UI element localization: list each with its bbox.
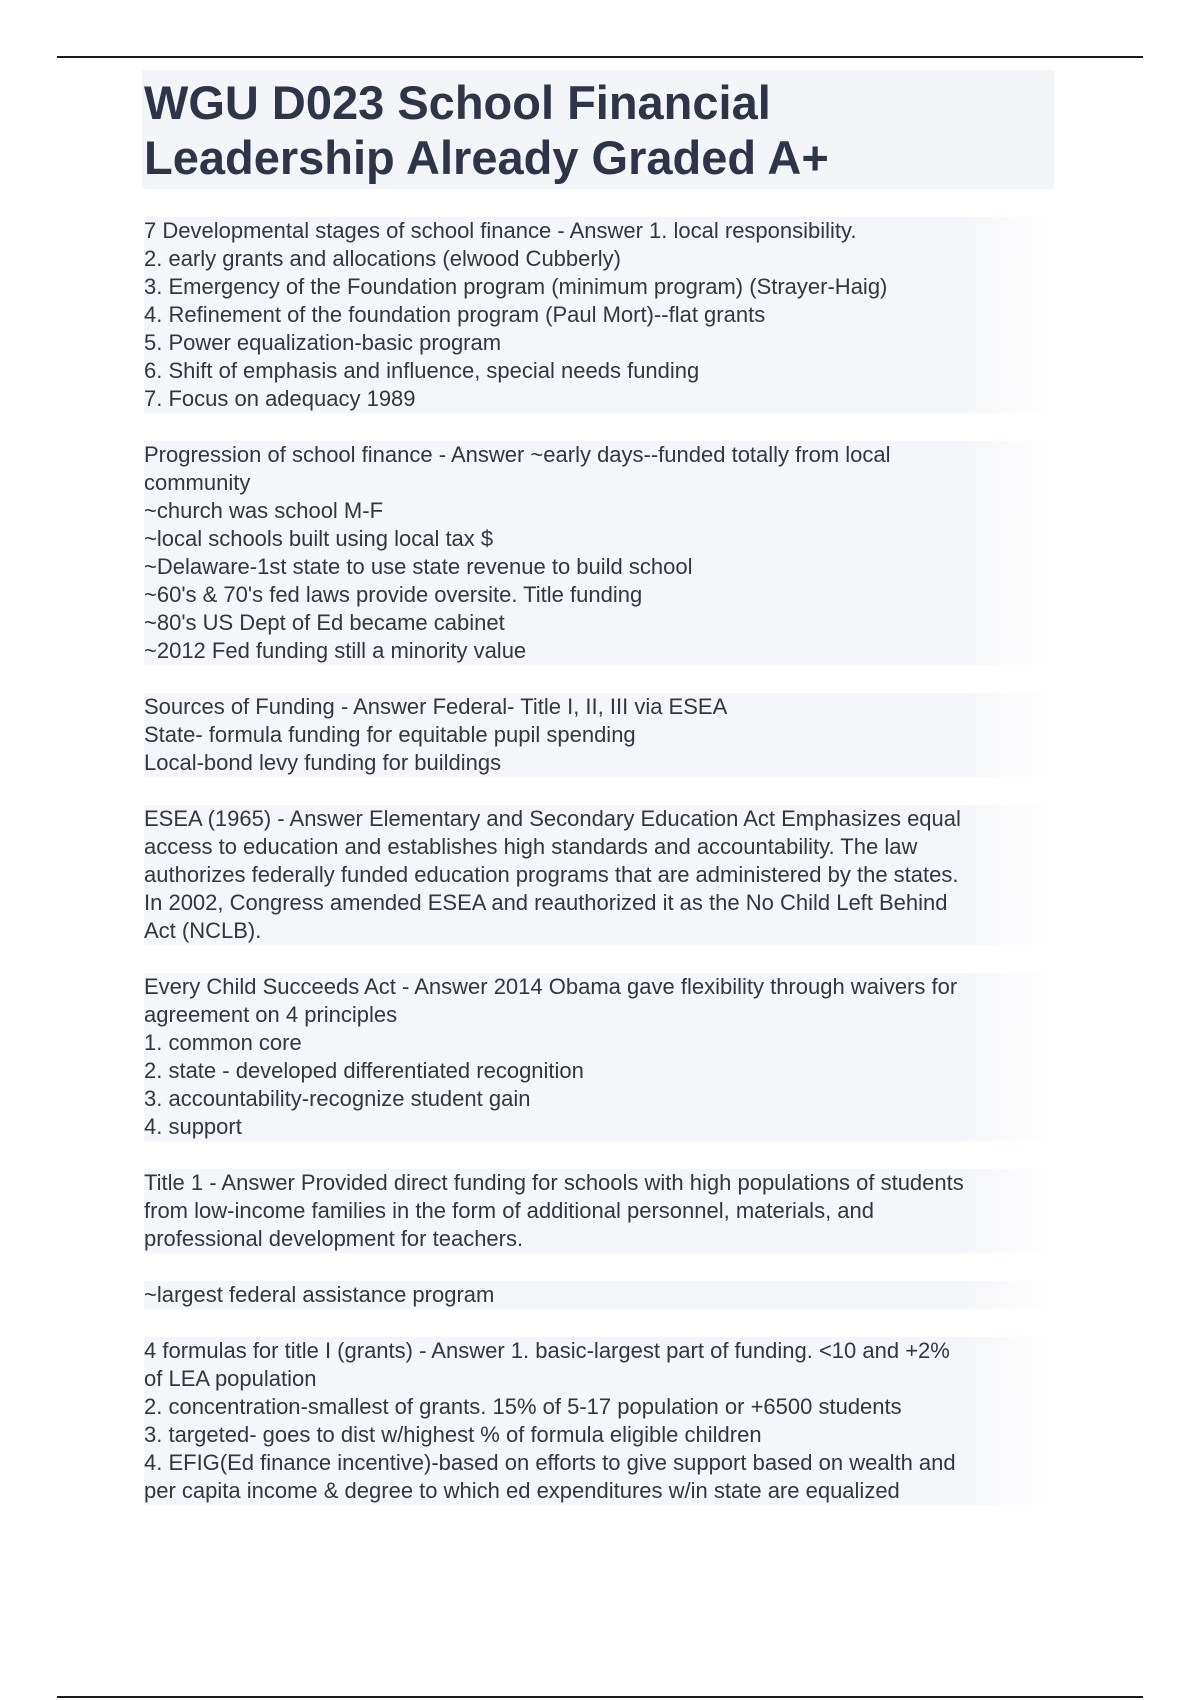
document-title — [142, 70, 1054, 189]
entry-line: 1. common core — [144, 1029, 1054, 1057]
title-line: WGU D023 School Financial — [144, 76, 771, 129]
title-line: Leadership Already Graded A+ — [144, 131, 829, 184]
entry-line: 7. Focus on adequacy 1989 — [144, 385, 1054, 413]
entry-line: ~60's & 70's fed laws provide oversite. Title funding — [144, 581, 1054, 609]
top-rule — [57, 56, 1143, 58]
entry-line: 4. EFIG(Ed finance incentive)-based on efforts to give support based on wealth and — [144, 1449, 1054, 1477]
entry-line: 4. Refinement of the foundation program (Paul Mort)--flat grants — [144, 301, 1054, 329]
entry-line: agreement on 4 principles — [144, 1001, 1054, 1029]
entry-line: authorizes federally funded education programs that are administered by the states. — [144, 861, 1054, 889]
qa-entry — [144, 805, 1054, 945]
entry-line: 2. early grants and allocations (elwood Cubberly) — [144, 245, 1054, 273]
entry-line: Progression of school finance - Answer ~early days--funded totally from local — [144, 441, 1054, 469]
entry-line: 4. support — [144, 1113, 1054, 1141]
entry-line: 3. accountability-recognize student gain — [144, 1085, 1054, 1113]
entry-line: ESEA (1965) - Answer Elementary and Secondary Education Act Emphasizes equal — [144, 805, 1054, 833]
qa-entries — [144, 217, 1054, 1505]
document-body — [144, 70, 1054, 1533]
entry-line: ~Delaware-1st state to use state revenue to build school — [144, 553, 1054, 581]
entry-line: ~church was school M-F — [144, 497, 1054, 525]
qa-entry — [144, 973, 1054, 1141]
entry-line: State- formula funding for equitable pupil spending — [144, 721, 1054, 749]
entry-line: 5. Power equalization-basic program — [144, 329, 1054, 357]
entry-line: 3. Emergency of the Foundation program (minimum program) (Strayer-Haig) — [144, 273, 1054, 301]
entry-line: 6. Shift of emphasis and influence, special needs funding — [144, 357, 1054, 385]
bottom-rule — [57, 1696, 1143, 1698]
entry-line: In 2002, Congress amended ESEA and reauthorized it as the No Child Left Behind — [144, 889, 1054, 917]
entry-line: ~80's US Dept of Ed became cabinet — [144, 609, 1054, 637]
entry-line: 4 formulas for title I (grants) - Answer 1. basic-largest part of funding. <10 and +2% — [144, 1337, 1054, 1365]
entry-line: of LEA population — [144, 1365, 1054, 1393]
entry-line: ~2012 Fed funding still a minority value — [144, 637, 1054, 665]
entry-line: ~local schools built using local tax $ — [144, 525, 1054, 553]
entry-line: Sources of Funding - Answer Federal- Title I, II, III via ESEA — [144, 693, 1054, 721]
entry-line: Title 1 - Answer Provided direct funding for schools with high populations of students — [144, 1169, 1054, 1197]
entry-line: community — [144, 469, 1054, 497]
qa-entry — [144, 693, 1054, 777]
entry-line: 2. concentration-smallest of grants. 15% of 5-17 population or +6500 students — [144, 1393, 1054, 1421]
entry-line: ~largest federal assistance program — [144, 1281, 1054, 1309]
entry-line: Every Child Succeeds Act - Answer 2014 Obama gave flexibility through waivers for — [144, 973, 1054, 1001]
entry-line: professional development for teachers. — [144, 1225, 1054, 1253]
qa-entry — [144, 1169, 1054, 1253]
entry-line: 7 Developmental stages of school finance - Answer 1. local responsibility. — [144, 217, 1054, 245]
entry-line: Act (NCLB). — [144, 917, 1054, 945]
entry-line: from low-income families in the form of additional personnel, materials, and — [144, 1197, 1054, 1225]
qa-entry — [144, 217, 1054, 413]
entry-line: 3. targeted- goes to dist w/highest % of formula eligible children — [144, 1421, 1054, 1449]
entry-line: access to education and establishes high standards and accountability. The law — [144, 833, 1054, 861]
entry-line: Local-bond levy funding for buildings — [144, 749, 1054, 777]
qa-entry — [144, 1337, 1054, 1505]
entry-line: 2. state - developed differentiated recognition — [144, 1057, 1054, 1085]
qa-entry — [144, 441, 1054, 665]
qa-entry — [144, 1281, 1054, 1309]
entry-line: per capita income & degree to which ed expenditures w/in state are equalized — [144, 1477, 1054, 1505]
